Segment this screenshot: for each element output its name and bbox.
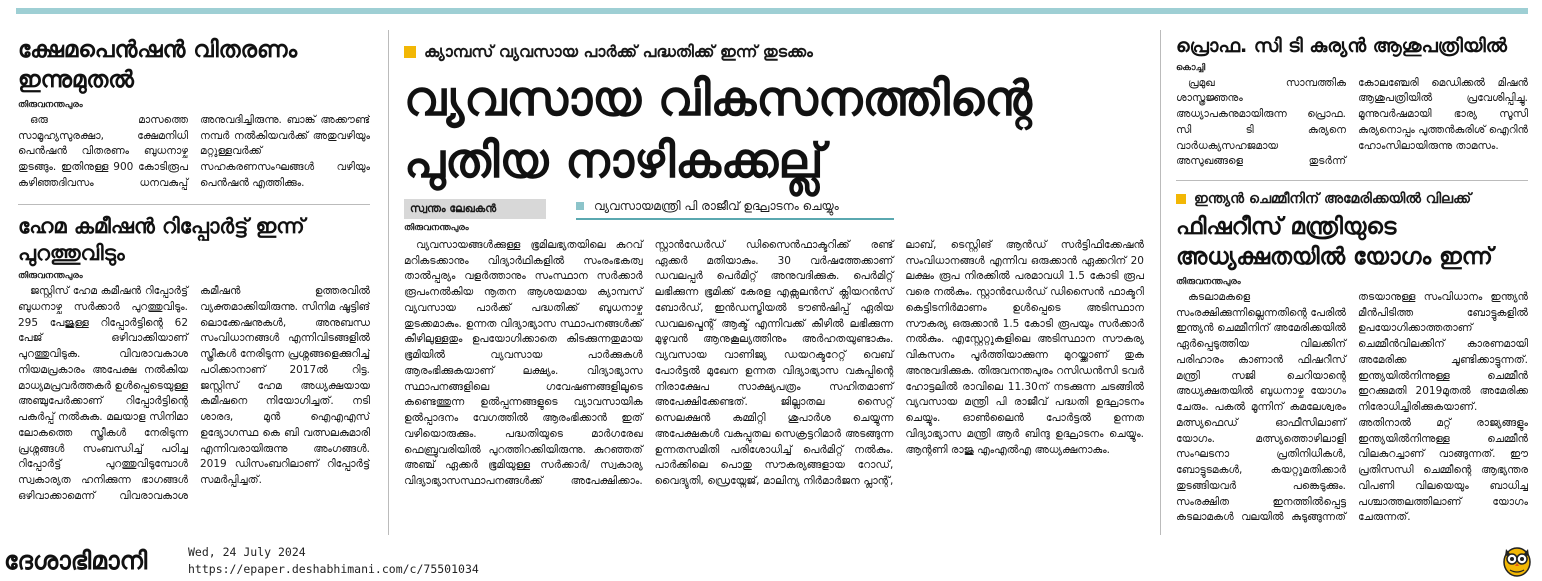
- kurian-dateline: കൊച്ചി: [1176, 62, 1206, 73]
- left-column: [18, 22, 370, 541]
- hema-body: [18, 284, 370, 505]
- hema-dateline: തിരുവനന്തപുരം: [18, 271, 83, 282]
- byline-block: [404, 199, 546, 236]
- lead-headline-line1: വ്യവസായ വികസനത്തിന്റെ: [404, 71, 1032, 127]
- center-column: [404, 22, 1144, 541]
- fisheries-headline: ഫിഷറീസ് മന്ത്രിയുടെ അധ്യക്ഷതയിൽ യോഗം ഇന്ന്: [1176, 214, 1493, 271]
- kurian-story: [1176, 34, 1528, 170]
- footer: [0, 541, 1542, 581]
- fisheries-kicker-square-icon: [1176, 194, 1186, 204]
- masthead-logo: ദേശാഭിമാനി: [4, 546, 148, 575]
- hema-story: [18, 213, 370, 505]
- pension-body: [18, 113, 370, 192]
- hema-body-text: ജസ്റ്റിസ് ഹേമ കമീഷൻ റിപ്പോർട്ട് ബുധനാഴ്ച സർക്കാർ പുറത്തുവിടും. 295 പേജുള്ള റിപ്പോർട്ടിന്റെ 62 പേജ് ഒഴിവാക്കിയാണ് പുറത്തുവിടുക. വിവരാവകാശ നിയമപ്രകാരം അപേക്ഷ നൽകിയ മാധ്യമപ്രവർത്തകർ ഉൾപ്പെടെയുള്ള അഞ്ചുപേർക്കാണ് റിപ്പോർട്ടിന്റെ പകർപ്പ് നൽകുക. മലയാള സിനിമാ ലോകത്തെ സ്ത്രീകൾ നേരിടുന്ന പ്രശ്നങ്ങൾ സംബന്ധിച്ച് പഠിച്ച റിപ്പോർട്ട് പുറത്തുവിടുമ്പോൾ സ്വകാര്യത ഹനിക്കുന്ന ഭാഗങ്ങൾ ഒഴിവാക്കാമെന്ന് വിവരാവകാശ കമീഷൻ ഉത്തരവിൽ വ്യക്തമാക്കിയിരുന്നു. സിനിമ ഷൂട്ടിങ് ലൊക്കേഷനുകൾ, അനുബന്ധ സംവിധാനങ്ങൾ എന്നിവിടങ്ങളിൽ സ്ത്രീകൾ നേരിടുന്ന പ്രശ്നങ്ങളെക്കുറിച്ച് പഠിക്കാനാണ് 2017ൽ റിട്ട. ജസ്റ്റിസ് ഹേമ അധ്യക്ഷയായ കമീഷനെ നിയോഗിച്ചത്. നടി ശാരദ, മുൻ ഐഎഎസ് ഉദ്യോഗസ്ഥ കെ ബി വത്സലകുമാരി എന്നിവരായിരുന്നു അംഗങ്ങൾ. 2019 ഡിസംബറിലാണ് റിപ്പോർട്ട് സമർപ്പിച്ചത്.: [18, 285, 370, 502]
- lead-headline-line2: പുതിയ നാഴികക്കല്ല്: [404, 133, 824, 190]
- lead-dateline: തിരുവനന്തപുരം: [404, 222, 469, 233]
- kurian-headline: പ്രൊഫ. സി ടി കുര്യൻ ആശുപത്രിയിൽ: [1176, 35, 1507, 57]
- right-column: [1176, 22, 1528, 541]
- fisheries-story: [1176, 191, 1528, 526]
- lead-kicker-text: ക്യാമ്പസ് വ്യവസായ പാർക്ക് പദ്ധതിക്ക് ഇന്ന് തുടക്കം: [424, 42, 813, 61]
- pension-headline: ക്ഷേമപെൻഷൻ വിതരണം ഇന്നുമുതൽ: [18, 37, 298, 93]
- lead-body-text: വ്യവസായങ്ങൾക്കുള്ള ഭൂമിലഭ്യതയിലെ കുറവ് മറികടക്കാനും വിദ്യാർഥികളിൽ സംരംഭകത്വ താൽപ്പര്യം വളർത്താനും സംസ്ഥാന സർക്കാർ രൂപംനൽകിയ നൂതന ആശയമായ ക്യാമ്പസ് വ്യവസായ പാർക്ക് പദ്ധതിക്ക് ബുധനാഴ്ച തുടക്കമാകും. ഉന്നത വിദ്യാഭ്യാസ സ്ഥാപനങ്ങൾക്ക് കീഴിലുള്ളതും ഉപയോഗിക്കാതെ കിടക്കുന്നതുമായ ഭൂമിയിൽ വ്യവസായ പാർക്കുകൾ ആരംഭിക്കുകയാണ് ലക്ഷ്യം. വിദ്യാഭ്യാസ സ്ഥാപനങ്ങളിലെ ഗവേഷണങ്ങളിലൂടെ കണ്ടെത്തുന്ന ഉൽപ്പന്നങ്ങളുടെ വ്യാവസായിക ഉൽപ്പാദനം വേഗത്തിൽ ആരംഭിക്കാൻ ഇത് വഴിയൊരുക്കും. പദ്ധതിയുടെ മാർഗരേഖ ഫെബ്രുവരിയിൽ പുറത്തിറക്കിയിരുന്നു. കുറഞ്ഞത് അഞ്ച് ഏക്കർ ഭൂമിയുള്ള സർക്കാർ/ സ്വകാര്യ വിദ്യാഭ്യാസസ്ഥാപനങ്ങൾക്ക് അപേക്ഷിക്കാം. സ്റ്റാൻഡേർഡ് ഡിസൈൻഫാക്ടറിക്ക് രണ്ട് ഏക്കർ മതിയാകും. 30 വർഷത്തേക്കാണ് ഡവലപ്പർ പെർമിറ്റ് അനുവദിക്കുക. പെർമിറ്റ് ലഭിക്കുന്ന ഭൂമിക്ക് കേരള എക്സലൻസ് ക്ലിയറൻസ് ബോർഡ്, ഇൻഡസ്ട്രിയൽ ടൗൺഷിപ്പ് ഏരിയ ഡവലപ്മെന്റ് ആക്ട് എന്നിവക്ക് കീഴിൽ ലഭിക്കുന്ന മുഴുവൻ ആനുകൂല്യത്തിനും അർഹതയുണ്ടാകും. വ്യവസായ വാണിജ്യ ഡയറക്ടറേറ്റ് വെബ് പോർട്ടൽ മുഖേന ഉന്നത വിദ്യാഭ്യാസ വകുപ്പിന്റെ നിരാക്ഷേപ സാക്ഷ്യപത്രം സഹിതമാണ് അപേക്ഷിക്കേണ്ടത്. ജില്ലാതല സൈറ്റ് സെലക്ഷൻ കമ്മിറ്റി ശുപാർശ ചെയ്യുന്ന അപേക്ഷകൾ വകുപ്പുതല സെക്രട്ടറിമാർ അടങ്ങുന്ന ഉന്നതസമിതി പരിശോധിച്ച് പെർമിറ്റ് നൽകും. പാർക്കിലെ പൊതു സൗകര്യങ്ങളായ റോഡ്, വൈദ്യുതി, ഡ്രെയ്നേജ്, മാലിന്യ നിർമാർജന പ്ലാന്റ്, ലാബ്, ടെസ്റ്റിങ് ആൻഡ് സർട്ടിഫിക്കേഷൻ സംവിധാനങ്ങൾ എന്നിവ ഒരുക്കാൻ ഏക്കറിന് 20 ലക്ഷം രൂപ നിരക്കിൽ പരമാവധി 1.5 കോടി രൂപ വരെ നൽകും. സ്റ്റാൻഡേർഡ് ഡിസൈൻ ഫാക്ടറി കെട്ടിടനിർമാണം ഉൾപ്പെടെ അടിസ്ഥാന സൗകര്യ ഒരുക്കാൻ 1.5 കോടി രൂപയും സർക്കാർ നൽകും. എസ്റ്റേറ്റുകളിലെ അടിസ്ഥാന സൗകര്യ വികസനം പൂർത്തിയാക്കുന്ന മുറയ്ക്കാണ് തുക അനുവദിക്കുക. തിരുവനന്തപുരം റസിഡൻസി ടവർ ഹോട്ടലിൽ രാവിലെ 11.30ന് നടക്കുന്ന ചടങ്ങിൽ വ്യവസായ മന്ത്രി പി രാജീവ് പദ്ധതി ഉദ്ഘാടനം ചെയ്യും. ഓൺലൈൻ പോർട്ടൽ ഉന്നത വിദ്യാഭ്യാസ മന്ത്രി ആർ ബിന്ദു ഉദ്ഘാടനം ചെയ്യും. ആന്റണി രാജു എംഎൽഎ അധ്യക്ഷനാകും.: [404, 238, 1144, 488]
- lead-headline: [404, 68, 1144, 193]
- kicker-square-icon: [404, 46, 416, 58]
- kurian-body-text: പ്രമുഖ സാമ്പത്തിക ശാസ്ത്രജ്ഞനും അധ്യാപകനുമായിരുന്ന പ്രൊഫ. സി ടി കുര്യനെ വാർധക്യസഹജമായ അസുഖങ്ങളെ തുടർന്ന് കോലഞ്ചേരി മെഡിക്കൽ മിഷൻ ആശുപത്രിയിൽ പ്രവേശിപ്പിച്ചു. മൂന്നുവർഷമായി ഭാര്യ സൂസി കുര്യനൊപ്പം പുത്തൻകുരിശ് ഐറിൻ ഹോംസിലായിരുന്നു താമസം.: [1176, 76, 1528, 168]
- byline: സ്വന്തം ലേഖകൻ: [404, 199, 546, 219]
- sub-kicker-square-icon: [576, 202, 584, 210]
- owl-icon: [1502, 543, 1532, 577]
- fisheries-body-text: കടലാമകളെ സംരക്ഷിക്കുന്നില്ലെന്നതിന്റെ പേരിൽ ഇന്ത്യൻ ചെമ്മീനിന് അമേരിക്കയിൽ ഏർപ്പെടുത്തിയ വിലക്കിന് പരിഹാരം കാണാൻ ഫിഷറീസ് മന്ത്രി സജി ചെറിയാന്റെ അധ്യക്ഷതയിൽ ബുധനാഴ്ച യോഗം ചേരും. പകൽ മൂന്നിന് കമലേശ്വരം മത്സ്യഫെഡ് ഓഫീസിലാണ് യോഗം. മത്സ്യത്തൊഴിലാളി സംഘടനാ പ്രതിനിധികൾ, ബോട്ടുടമകൾ, കയറ്റുമതിക്കാർ തുടങ്ങിയവർ പങ്കെടുക്കും. സംരക്ഷിത ഇനത്തിൽപ്പെട്ട കടലാമകൾ വലയിൽ കുടുങ്ങുന്നത് തടയാനുള്ള സംവിധാനം ഇന്ത്യൻ മീൻപിടിത്ത ബോട്ടുകളിൽ ഉപയോഗിക്കാത്തതാണ് ചെമ്മീൻവിലക്കിന് കാരണമായി അമേരിക്ക ചൂണ്ടിക്കാട്ടുന്നത്. ഇന്ത്യയിൽനിന്നുള്ള ചെമ്മീൻ ഇറക്കുമതി 2019മുതൽ അമേരിക്ക നിരോധിച്ചിരിക്കുകയാണ്. അതിനാൽ മറ്റ് രാജ്യങ്ങളും ഇന്ത്യയിൽനിന്നുള്ള ചെമ്മീൻ വിലകുറച്ചാണ് വാങ്ങുന്നത്. ഈ പ്രതിസന്ധി ചെമ്മീന്റെ ആഭ്യന്തര വിപണി വിലയെയും ബാധിച്ച പശ്ചാത്തലത്തിലാണ് യോഗം ചേരുന്നത്.: [1176, 290, 1528, 524]
- fisheries-kicker-text: ഇന്ത്യൻ ചെമ്മീനിന് അമേരിക്കയിൽ വിലക്ക്: [1194, 191, 1472, 208]
- sub-kicker-text: വ്യവസായമന്ത്രി പി രാജീവ് ഉദ്ഘാടനം ചെയ്യും: [594, 198, 839, 213]
- pension-body-text: ഒരു മാസത്തെ സാമൂഹ്യസുരക്ഷാ, ക്ഷേമനിധി പെൻഷൻ വിതരണം ബുധനാഴ്ച തുടങ്ങും. ഇതിനുള്ള 900 കോടിരൂപ കഴിഞ്ഞദിവസം ധനവകുപ്പ് അനുവദിച്ചിരുന്നു. ബാങ്ക് അക്കൗണ്ട് നമ്പർ നൽകിയവർക്ക് അതുവഴിയും മറ്റുള്ളവർക്ക് സഹകരണസംഘങ്ങൾ വഴിയും പെൻഷൻ എത്തിക്കും.: [18, 113, 370, 189]
- column-rule-right: [1160, 30, 1161, 535]
- edition-date: Wed, 24 July 2024: [188, 545, 306, 559]
- right-divider: [1176, 180, 1528, 181]
- lead-body: [404, 238, 1144, 490]
- byline-row: [404, 199, 1144, 236]
- pension-story: [18, 36, 370, 192]
- fisheries-dateline: തിരുവനന്തപുരം: [1176, 276, 1241, 287]
- top-color-bar: [16, 8, 1528, 14]
- hema-headline: ഹേമ കമീഷൻ റിപ്പോർട്ട് ഇന്ന് പുറത്തുവിടും: [18, 213, 305, 265]
- lead-kicker: [404, 42, 1144, 62]
- left-divider: [18, 204, 370, 205]
- sub-kicker: [576, 199, 894, 220]
- footer-meta: [188, 544, 479, 577]
- pension-dateline: തിരുവനന്തപുരം: [18, 99, 83, 110]
- epaper-link[interactable]: https://epaper.deshabhimani.com/c/75501034: [188, 561, 479, 576]
- fisheries-body: [1176, 290, 1528, 526]
- column-rule-left: [388, 30, 389, 535]
- fisheries-kicker: [1176, 191, 1528, 207]
- kurian-body: [1176, 76, 1528, 171]
